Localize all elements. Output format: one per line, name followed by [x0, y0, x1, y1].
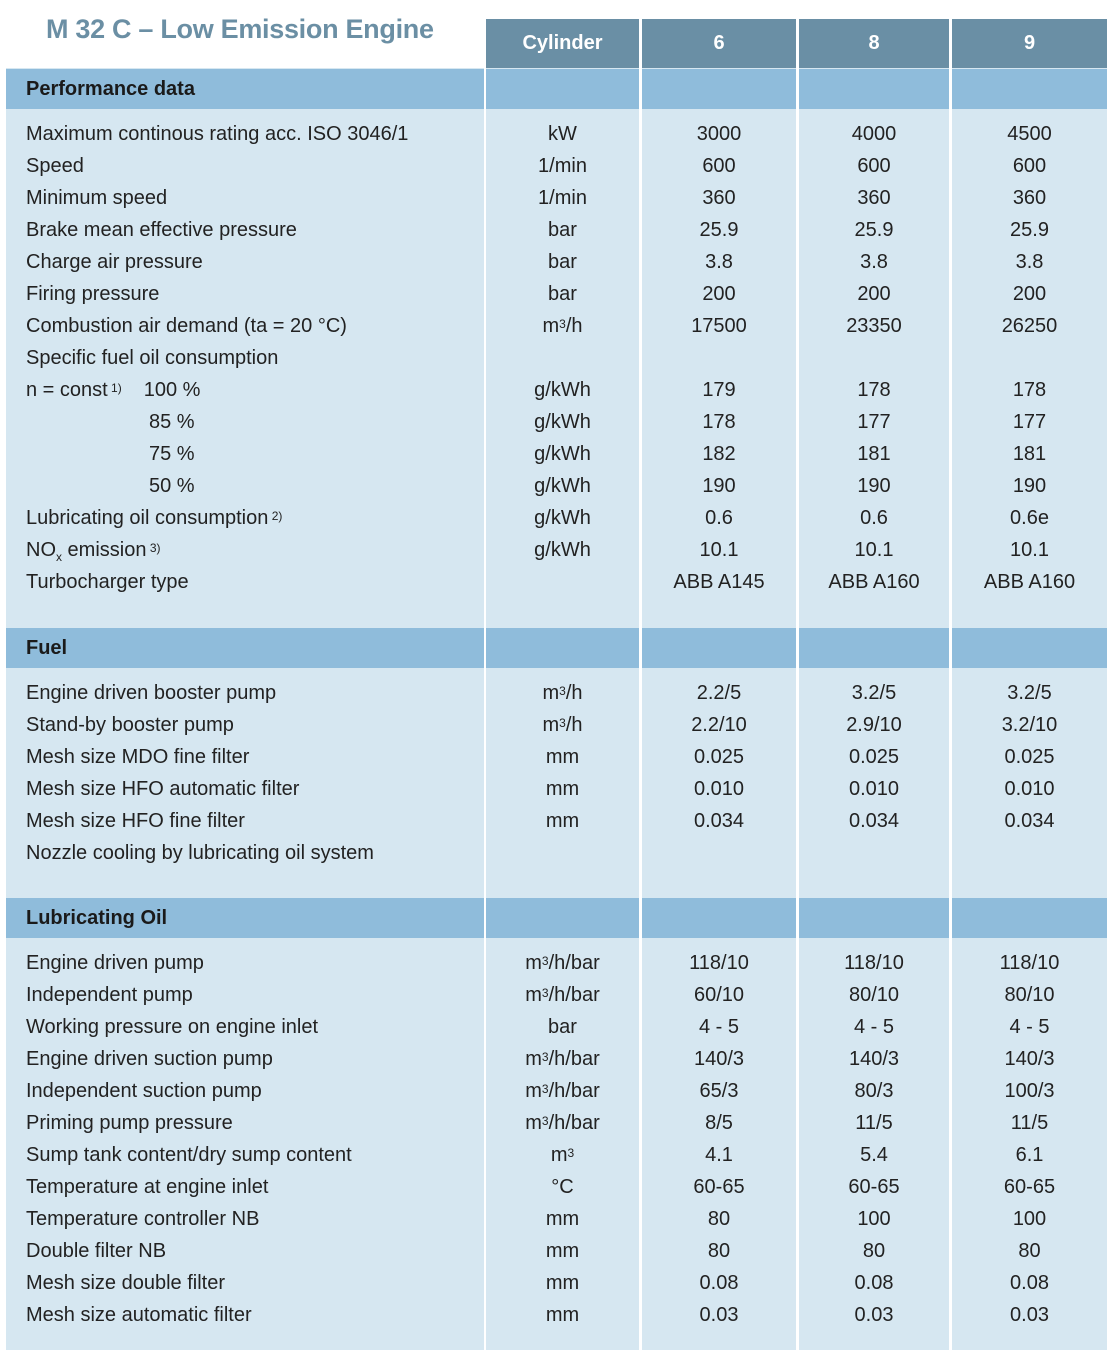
value-cell: 178 [857, 378, 891, 401]
unit-cell: g/kWh [534, 506, 591, 529]
table-row [0, 182, 1113, 214]
table-row [0, 502, 1113, 534]
value-cell [799, 342, 949, 374]
value-cell: 0.025 [848, 745, 900, 768]
value-cell: 178 [1012, 378, 1047, 401]
section-bar-cell [799, 69, 949, 109]
value-cell: 179 [702, 378, 736, 401]
unit-cell [486, 342, 639, 374]
value-cell: 4000 [851, 122, 897, 145]
section-bar-cell [952, 69, 1107, 109]
value-cell [952, 837, 1107, 869]
table-row [0, 1299, 1113, 1331]
value-cell: 0.025 [1004, 745, 1055, 768]
table-row [0, 1171, 1113, 1203]
value-cell [952, 342, 1107, 374]
table-row [0, 534, 1113, 566]
row-label: 75 % [149, 442, 195, 465]
value-cell: 0.025 [693, 745, 745, 768]
value-cell: 3.2/5 [1007, 681, 1052, 704]
row-label: 50 % [149, 474, 195, 497]
value-cell: 0.6 [860, 506, 888, 529]
section-bar-cell [486, 69, 639, 109]
table-row [0, 438, 1113, 470]
row-label: Mesh size automatic filter [26, 1303, 252, 1326]
header-6-cylinder: 6 [642, 19, 796, 68]
row-label: Lubricating oil consumption $^{2)}$ [26, 506, 283, 529]
table-row [0, 310, 1113, 342]
value-cell: 10.1 [699, 538, 739, 561]
value-cell: 0.08 [1010, 1271, 1049, 1294]
table-row [0, 947, 1113, 979]
value-cell: 140/3 [693, 1047, 745, 1070]
unit-cell: m $^3$ /h/bar [525, 1047, 600, 1070]
value-cell: 360 [1012, 186, 1047, 209]
value-cell: 0.03 [854, 1303, 894, 1326]
table-row [0, 118, 1113, 150]
row-label: Mesh size HFO automatic filter [26, 777, 300, 800]
value-cell: 25.9 [699, 218, 739, 241]
unit-cell: bar [548, 250, 577, 273]
unit-cell: bar [548, 218, 577, 241]
value-cell: 177 [1012, 410, 1047, 433]
value-cell: 80/10 [848, 983, 900, 1006]
value-cell: 0.08 [854, 1271, 894, 1294]
value-cell: 0.03 [699, 1303, 739, 1326]
section-bar-cell [642, 628, 796, 668]
section-bar-cell [799, 628, 949, 668]
value-cell: 118/10 [689, 951, 749, 974]
value-cell: 80 [862, 1239, 886, 1262]
table-row [0, 342, 1113, 374]
value-cell: 25.9 [854, 218, 894, 241]
table-row [0, 1267, 1113, 1299]
value-cell: 3.8 [860, 250, 888, 273]
section-bar-cell [799, 898, 949, 938]
value-cell: 118/10 [844, 951, 904, 974]
value-cell: 0.6 [705, 506, 733, 529]
value-cell: 11/5 [1010, 1111, 1049, 1134]
table-row [0, 374, 1113, 406]
value-cell: 0.034 [1004, 809, 1055, 832]
unit-cell: °C [551, 1175, 574, 1198]
value-cell: 0.010 [693, 777, 745, 800]
table-row [0, 837, 1113, 869]
section-title: Fuel [26, 636, 68, 659]
value-cell: 0.08 [699, 1271, 739, 1294]
unit-cell: m $^3$ /h/bar [525, 1111, 600, 1134]
table-row [0, 278, 1113, 310]
unit-cell: kW [548, 122, 577, 145]
unit-cell: m $^3$ /h/bar [525, 1079, 600, 1102]
section-title: Performance data [26, 77, 195, 100]
value-cell: 0.034 [693, 809, 745, 832]
value-cell: 3.8 [705, 250, 733, 273]
header-9-cylinder: 9 [952, 19, 1107, 68]
row-label: Speed [26, 154, 84, 177]
value-cell: 190 [1012, 474, 1047, 497]
value-cell: 8/5 [705, 1111, 733, 1134]
value-cell: ABB A145 [673, 570, 765, 593]
unit-cell: 1/min [538, 186, 587, 209]
table-row [0, 1203, 1113, 1235]
row-label: Stand-by booster pump [26, 713, 234, 736]
section-bar-cell [952, 898, 1107, 938]
section-bar-cell [486, 898, 639, 938]
table-row [0, 773, 1113, 805]
unit-cell: g/kWh [534, 538, 591, 561]
table-row [0, 805, 1113, 837]
value-cell: 600 [1012, 154, 1047, 177]
row-label: Turbocharger type [26, 570, 189, 593]
value-cell: 60-65 [1003, 1175, 1056, 1198]
value-cell: 60-65 [848, 1175, 900, 1198]
value-cell: 0.03 [1010, 1303, 1049, 1326]
value-cell: 4.1 [705, 1143, 733, 1166]
row-label: Engine driven pump [26, 951, 204, 974]
table-row [0, 709, 1113, 741]
unit-cell: mm [545, 809, 580, 832]
table-row [0, 214, 1113, 246]
value-cell: 600 [702, 154, 736, 177]
row-label: Temperature at engine inlet [26, 1175, 269, 1198]
value-cell [642, 342, 796, 374]
value-cell: 3000 [696, 122, 742, 145]
value-cell: 80/3 [854, 1079, 894, 1102]
value-cell: 60-65 [693, 1175, 745, 1198]
unit-cell: m $^3$ /h [542, 681, 583, 704]
value-cell: 190 [702, 474, 736, 497]
value-cell [799, 837, 949, 869]
value-cell: 4 - 5 [853, 1015, 895, 1038]
unit-cell: 1/min [538, 154, 587, 177]
value-cell: 2.2/10 [691, 713, 747, 736]
value-cell: 140/3 [1004, 1047, 1055, 1070]
value-cell: 3.2/10 [1001, 713, 1058, 736]
table-row [0, 470, 1113, 502]
row-label: Combustion air demand (ta = 20 °C) [26, 314, 347, 337]
value-cell: 0.6e [1010, 506, 1049, 529]
page-title: M 32 C – Low Emission Engine [46, 14, 434, 44]
value-cell: 140/3 [848, 1047, 900, 1070]
value-cell: 181 [857, 442, 891, 465]
row-label: 85 % [149, 410, 195, 433]
value-cell: 25.9 [1010, 218, 1049, 241]
section-bar-cell [952, 628, 1107, 668]
row-label: Brake mean effective pressure [26, 218, 297, 241]
row-label: Mesh size double filter [26, 1271, 225, 1294]
row-label: Minimum speed [26, 186, 168, 209]
table-row [0, 979, 1113, 1011]
value-cell: 181 [1012, 442, 1047, 465]
value-cell: 23350 [846, 314, 902, 337]
header-cylinder: Cylinder [486, 19, 639, 68]
value-cell: 177 [857, 410, 891, 433]
table-row [0, 677, 1113, 709]
section-bar-cell [486, 628, 639, 668]
value-cell: 360 [857, 186, 891, 209]
row-label: Nozzle cooling by lubricating oil system [26, 841, 374, 864]
row-label: Temperature controller NB [26, 1207, 260, 1230]
value-cell: 182 [702, 442, 736, 465]
row-label: Working pressure on engine inlet [26, 1015, 319, 1038]
unit-cell: g/kWh [534, 474, 591, 497]
unit-cell: bar [548, 1015, 577, 1038]
table-row [0, 1011, 1113, 1043]
value-cell: 2.9/10 [846, 713, 902, 736]
unit-cell: mm [545, 1303, 580, 1326]
row-label: Double filter NB [26, 1239, 167, 1262]
table-row [0, 1235, 1113, 1267]
table-row [0, 1139, 1113, 1171]
value-cell: 6.1 [1015, 1143, 1044, 1166]
value-cell: 600 [857, 154, 891, 177]
table-row [0, 150, 1113, 182]
unit-cell: mm [545, 777, 580, 800]
unit-cell: m $^3$ /h/bar [525, 951, 600, 974]
value-cell: 0.034 [848, 809, 900, 832]
value-cell: ABB A160 [983, 570, 1076, 593]
unit-cell [486, 566, 639, 598]
unit-cell: m $^3$ /h [542, 713, 583, 736]
row-label: Firing pressure [26, 282, 160, 305]
value-cell: 360 [702, 186, 736, 209]
header-8-cylinder: 8 [799, 19, 949, 68]
value-cell: 2.2/5 [696, 681, 742, 704]
row-label: $NO_x$ emission $^{3)}$ [26, 538, 161, 564]
table-row [0, 1107, 1113, 1139]
unit-cell: m $^3$ [550, 1143, 575, 1166]
section-bar-cell [642, 69, 796, 109]
unit-cell: mm [545, 1207, 580, 1230]
row-label: Priming pump pressure [26, 1111, 233, 1134]
unit-cell: g/kWh [534, 410, 591, 433]
value-cell: 80 [707, 1239, 731, 1262]
value-cell: 100 [1012, 1207, 1047, 1230]
row-label: Engine driven suction pump [26, 1047, 273, 1070]
table-row [0, 741, 1113, 773]
value-cell: 4500 [1007, 122, 1052, 145]
value-cell: 17500 [691, 314, 747, 337]
row-label: n = const $^{1)}$ 100 % [26, 378, 201, 401]
value-cell: 190 [857, 474, 891, 497]
value-cell: 11/5 [855, 1111, 893, 1134]
row-label: Charge air pressure [26, 250, 203, 273]
unit-cell [486, 837, 639, 869]
row-label: Specific fuel oil consumption [26, 346, 279, 369]
table-row [0, 1075, 1113, 1107]
table-row [0, 1043, 1113, 1075]
unit-cell: bar [548, 282, 577, 305]
row-label: Independent suction pump [26, 1079, 262, 1102]
value-cell: 4 - 5 [698, 1015, 740, 1038]
unit-cell: m $^3$ /h/bar [525, 983, 600, 1006]
value-cell: 3.8 [1015, 250, 1044, 273]
value-cell: 100 [857, 1207, 891, 1230]
value-cell: 80 [1018, 1239, 1041, 1262]
row-label: Mesh size HFO fine filter [26, 809, 245, 832]
row-label: Engine driven booster pump [26, 681, 277, 704]
unit-cell: g/kWh [534, 442, 591, 465]
value-cell [642, 837, 796, 869]
unit-cell: mm [545, 1271, 580, 1294]
unit-cell: m $^3$ /h [542, 314, 583, 337]
value-cell: 3.2/5 [851, 681, 897, 704]
section-title: Lubricating Oil [26, 906, 168, 929]
section-header-performance-data [6, 69, 484, 109]
value-cell: 26250 [1001, 314, 1058, 337]
value-cell: 0.010 [848, 777, 900, 800]
section-header-lubricating-oil [6, 898, 484, 938]
value-cell: 118/10 [999, 951, 1060, 974]
section-header-fuel [6, 628, 484, 668]
value-cell: 200 [1012, 282, 1047, 305]
value-cell: 200 [702, 282, 736, 305]
unit-cell: mm [545, 1239, 580, 1262]
table-row [0, 566, 1113, 598]
row-label: Mesh size MDO fine filter [26, 745, 250, 768]
row-label: Maximum continous rating acc. ISO 3046/1 [26, 122, 409, 145]
value-cell: 178 [702, 410, 736, 433]
value-cell: 200 [857, 282, 891, 305]
unit-cell: g/kWh [534, 378, 591, 401]
value-cell: 60/10 [693, 983, 745, 1006]
value-cell: 5.4 [860, 1143, 888, 1166]
row-label: Sump tank content/dry sump content [26, 1143, 352, 1166]
value-cell: 4 - 5 [1009, 1015, 1050, 1038]
unit-cell: mm [545, 745, 580, 768]
value-cell: 0.010 [1004, 777, 1055, 800]
value-cell: 100/3 [1004, 1079, 1055, 1102]
value-cell: 65/3 [699, 1079, 739, 1102]
section-bar-cell [642, 898, 796, 938]
row-label: Independent pump [26, 983, 193, 1006]
table-row [0, 406, 1113, 438]
table-row [0, 246, 1113, 278]
value-cell: ABB A160 [828, 570, 920, 593]
value-cell: 10.1 [854, 538, 894, 561]
value-cell: 80/10 [1004, 983, 1055, 1006]
value-cell: 10.1 [1010, 538, 1049, 561]
value-cell: 80 [707, 1207, 731, 1230]
